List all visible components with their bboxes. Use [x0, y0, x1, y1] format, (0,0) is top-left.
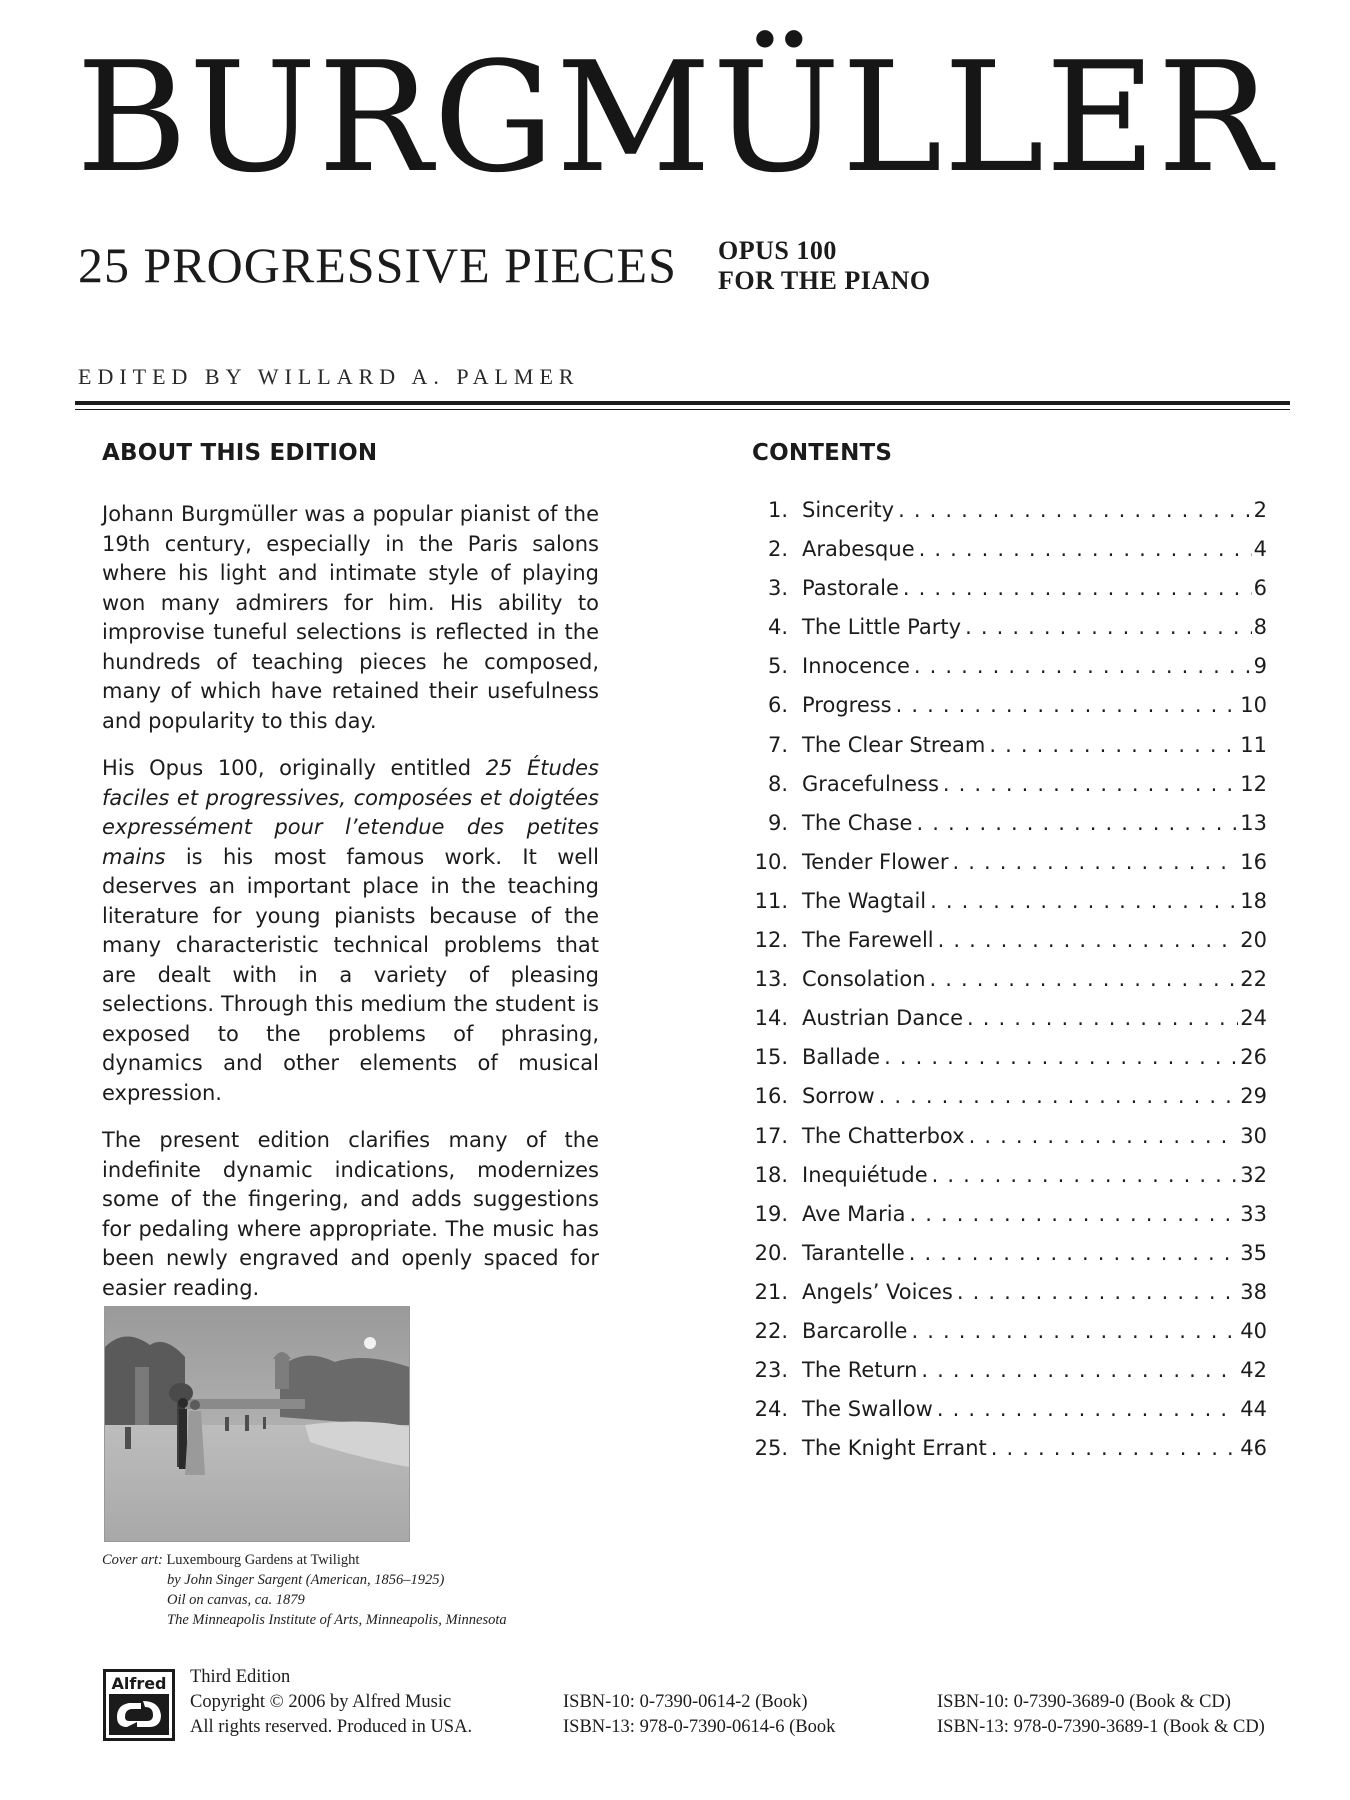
- contents-item: [752, 1006, 1267, 1045]
- dot-leader: [919, 537, 1252, 561]
- item-number: 24.: [754, 1397, 788, 1422]
- item-number: 8.: [767, 771, 788, 796]
- cover-art-image: [104, 1306, 410, 1542]
- contents-item: [752, 498, 1267, 537]
- item-page: 6: [1253, 576, 1267, 601]
- contents-item: [752, 1241, 1267, 1280]
- item-number: 6.: [767, 693, 788, 718]
- rights-line: All rights reserved. Produced in USA.: [190, 1717, 473, 1737]
- contents-item: [752, 928, 1267, 967]
- contents-item: [752, 850, 1267, 889]
- item-number: 19.: [754, 1201, 788, 1226]
- isbn-book-cd: [937, 1690, 1265, 1740]
- item-number: 25.: [754, 1436, 788, 1461]
- isbn10-book: ISBN-10: 0-7390-0614-2 (Book): [563, 1692, 808, 1712]
- dot-leader: [953, 850, 1239, 874]
- opus-number: OPUS 100: [718, 236, 837, 265]
- item-title: The Clear Stream: [802, 732, 986, 757]
- contents-item: [752, 1084, 1267, 1123]
- item-title: Pastorale: [802, 576, 899, 601]
- opus-block: [718, 236, 931, 296]
- item-title: The Farewell: [802, 928, 934, 953]
- item-title: The Chatterbox: [802, 1123, 965, 1148]
- contents-item: [752, 1163, 1267, 1202]
- item-page: 18: [1240, 888, 1267, 913]
- dot-leader: [989, 733, 1238, 757]
- item-number: 2.: [767, 537, 788, 562]
- painting-illustration: [105, 1307, 409, 1541]
- dot-leader: [911, 1319, 1238, 1343]
- item-title: Gracefulness: [802, 771, 939, 796]
- item-number: 16.: [754, 1084, 788, 1109]
- work-subtitle: 25 PROGRESSIVE PIECES: [78, 237, 677, 293]
- dot-leader: [921, 1358, 1238, 1382]
- dot-leader: [879, 1084, 1239, 1108]
- item-page: 44: [1240, 1397, 1267, 1422]
- item-number: 13.: [754, 967, 788, 992]
- item-title: Ave Maria: [802, 1201, 906, 1226]
- edition-line: Third Edition: [190, 1667, 291, 1687]
- item-number: 20.: [754, 1240, 788, 1265]
- alfred-logo: [103, 1669, 175, 1741]
- logo-wordmark: Alfred: [111, 1674, 167, 1693]
- item-number: 14.: [754, 1006, 788, 1031]
- contents-item: [752, 1436, 1267, 1475]
- item-page: 46: [1240, 1436, 1267, 1461]
- isbn13-cd: ISBN-13: 978-0-7390-3689-1 (Book & CD): [937, 1717, 1265, 1737]
- header-rule-thin: [75, 409, 1290, 410]
- contents-item: [752, 967, 1267, 1006]
- item-number: 12.: [754, 928, 788, 953]
- cover-medium: Oil on canvas, ca. 1879: [167, 1592, 305, 1608]
- item-page: 11: [1240, 732, 1267, 757]
- item-title: Progress: [802, 693, 892, 718]
- item-title: The Swallow: [802, 1397, 933, 1422]
- contents-item: [752, 654, 1267, 693]
- about-p2-start: His Opus 100, originally entitled: [102, 756, 472, 780]
- item-page: 24: [1240, 1006, 1267, 1031]
- item-title: Innocence: [802, 654, 910, 679]
- dot-leader: [884, 1045, 1238, 1069]
- dot-leader: [991, 1436, 1238, 1460]
- contents-list: [752, 498, 1267, 1475]
- item-title: Consolation: [802, 967, 926, 992]
- item-number: 3.: [767, 576, 788, 601]
- contents-item: [752, 693, 1267, 732]
- item-title: The Knight Errant: [802, 1436, 987, 1461]
- item-title: Tender Flower: [802, 849, 949, 874]
- dot-leader: [896, 693, 1239, 717]
- dot-leader: [903, 576, 1252, 600]
- item-page: 29: [1240, 1084, 1267, 1109]
- item-title: Ballade: [802, 1045, 881, 1070]
- item-title: The Little Party: [802, 615, 962, 640]
- item-number: 23.: [754, 1358, 788, 1383]
- item-page: 12: [1240, 771, 1267, 796]
- item-page: 32: [1240, 1162, 1267, 1187]
- item-page: 16: [1240, 849, 1267, 874]
- contents-item: [752, 733, 1267, 772]
- dot-leader: [957, 1280, 1238, 1304]
- item-title: The Wagtail: [802, 888, 927, 913]
- dot-leader: [914, 654, 1252, 678]
- item-page: 2: [1253, 498, 1267, 522]
- item-page: 38: [1240, 1279, 1267, 1304]
- cover-title: Luxembourg Gardens at Twilight: [166, 1552, 360, 1568]
- composer-title: BURGMÜLLER: [76, 29, 1273, 206]
- isbn10-cd: ISBN-10: 0-7390-3689-0 (Book & CD): [937, 1692, 1231, 1712]
- item-number: 22.: [754, 1318, 788, 1343]
- about-p2-end: is his most famous work. It well deserves an important place in the teaching literature for young pianists because of the many characteristic technical problems that are dealt with in a variety of pleasing selections. Through this medium the student is exposed to the problems of phrasing, dynamics and other elements of musical expression.: [102, 844, 599, 1105]
- about-heading: ABOUT THIS EDITION: [102, 440, 378, 466]
- item-page: 22: [1240, 967, 1267, 992]
- item-page: 8: [1253, 615, 1267, 640]
- instrument-line: FOR THE PIANO: [718, 265, 931, 295]
- item-title: Sorrow: [802, 1084, 875, 1109]
- dot-leader: [967, 1006, 1238, 1030]
- item-page: 9: [1253, 654, 1267, 679]
- about-paragraph-3: The present edition clarifies many of the indefinite dynamic indications, modernizes some of the fingering, and adds suggestions for pedaling where appropriate. The music has been newly engraved and openly spaced for easier reading.: [102, 1128, 599, 1300]
- editor-credit: EDITED BY WILLARD A. PALMER: [78, 364, 580, 389]
- item-title: Angels’ Voices: [802, 1279, 953, 1304]
- dot-leader: [930, 889, 1238, 913]
- item-page: 10: [1240, 693, 1267, 718]
- about-body: [102, 500, 599, 1321]
- item-title: Austrian Dance: [802, 1006, 963, 1031]
- cover-label: Cover art:: [102, 1552, 163, 1568]
- item-title: Barcarolle: [802, 1318, 908, 1343]
- item-title: The Chase: [802, 810, 913, 835]
- dot-leader: [909, 1241, 1238, 1265]
- dot-leader: [937, 1397, 1238, 1421]
- dot-leader: [938, 928, 1239, 952]
- item-page: 30: [1240, 1123, 1267, 1148]
- isbn13-book: ISBN-13: 978-0-7390-0614-6 (Book: [563, 1717, 836, 1737]
- item-page: 35: [1240, 1240, 1267, 1265]
- item-number: 11.: [754, 888, 788, 913]
- contents-item: [752, 811, 1267, 850]
- item-page: 26: [1240, 1045, 1267, 1070]
- isbn-book: [563, 1690, 835, 1740]
- item-title: Arabesque: [802, 537, 915, 562]
- item-title: The Return: [802, 1358, 918, 1383]
- contents-item: [752, 772, 1267, 811]
- item-number: 17.: [754, 1123, 788, 1148]
- contents-item: [752, 1319, 1267, 1358]
- contents-item: [752, 889, 1267, 928]
- item-number: 15.: [754, 1045, 788, 1070]
- dot-leader: [932, 1163, 1239, 1187]
- item-number: 21.: [754, 1279, 788, 1304]
- contents-item: [752, 1202, 1267, 1241]
- item-page: 4: [1253, 537, 1267, 562]
- contents-item: [752, 1397, 1267, 1436]
- dot-leader: [943, 772, 1238, 796]
- contents-heading: CONTENTS: [752, 440, 893, 466]
- item-number: 18.: [754, 1162, 788, 1187]
- item-number: 7.: [767, 732, 788, 757]
- cover-caption: [102, 1550, 507, 1630]
- item-number: 5.: [767, 654, 788, 679]
- item-title: Sincerity: [802, 498, 895, 522]
- cover-artist: by John Singer Sargent (American, 1856–1925): [167, 1572, 445, 1588]
- item-page: 13: [1240, 810, 1267, 835]
- contents-item: [752, 576, 1267, 615]
- item-number: 4.: [767, 615, 788, 640]
- item-title: Tarantelle: [802, 1240, 905, 1265]
- contents-item: [752, 1280, 1267, 1319]
- item-page: 33: [1240, 1201, 1267, 1226]
- copyright-line: Copyright © 2006 by Alfred Music: [190, 1692, 452, 1712]
- dot-leader: [930, 967, 1239, 991]
- dot-leader: [916, 811, 1238, 835]
- edition-info: [190, 1665, 472, 1740]
- dot-leader: [898, 498, 1252, 522]
- item-number: 1.: [767, 498, 788, 522]
- original-title-italic: 25 Études faciles et progressives, composées et doigtées expressément pour l’etendue des petites mains: [102, 756, 599, 869]
- contents-item: [752, 1124, 1267, 1163]
- contents-item: [752, 1045, 1267, 1084]
- contents-item: [752, 537, 1267, 576]
- about-paragraph-1: Johann Burgmüller was a popular pianist of the 19th century, especially in the Paris salons where his light and intimate style of playing won many admirers for him. His ability to improvise tuneful selections is reflected in the hundreds of teaching pieces he composed, many of which have retained their usefulness and popularity to this day.: [102, 502, 599, 733]
- cover-collection: The Minneapolis Institute of Arts, Minneapolis, Minnesota: [167, 1612, 507, 1628]
- item-title: Inequiétude: [802, 1162, 928, 1187]
- contents-item: [752, 1358, 1267, 1397]
- contents-item: [752, 615, 1267, 654]
- item-page: 42: [1240, 1358, 1267, 1383]
- item-page: 40: [1240, 1318, 1267, 1343]
- dot-leader: [909, 1202, 1238, 1226]
- dot-leader: [965, 615, 1252, 639]
- item-page: 20: [1240, 928, 1267, 953]
- dot-leader: [969, 1124, 1239, 1148]
- header-rule-thick: [75, 401, 1290, 405]
- about-paragraph-2: [102, 754, 599, 1108]
- item-number: 10.: [754, 849, 788, 874]
- item-number: 9.: [767, 810, 788, 835]
